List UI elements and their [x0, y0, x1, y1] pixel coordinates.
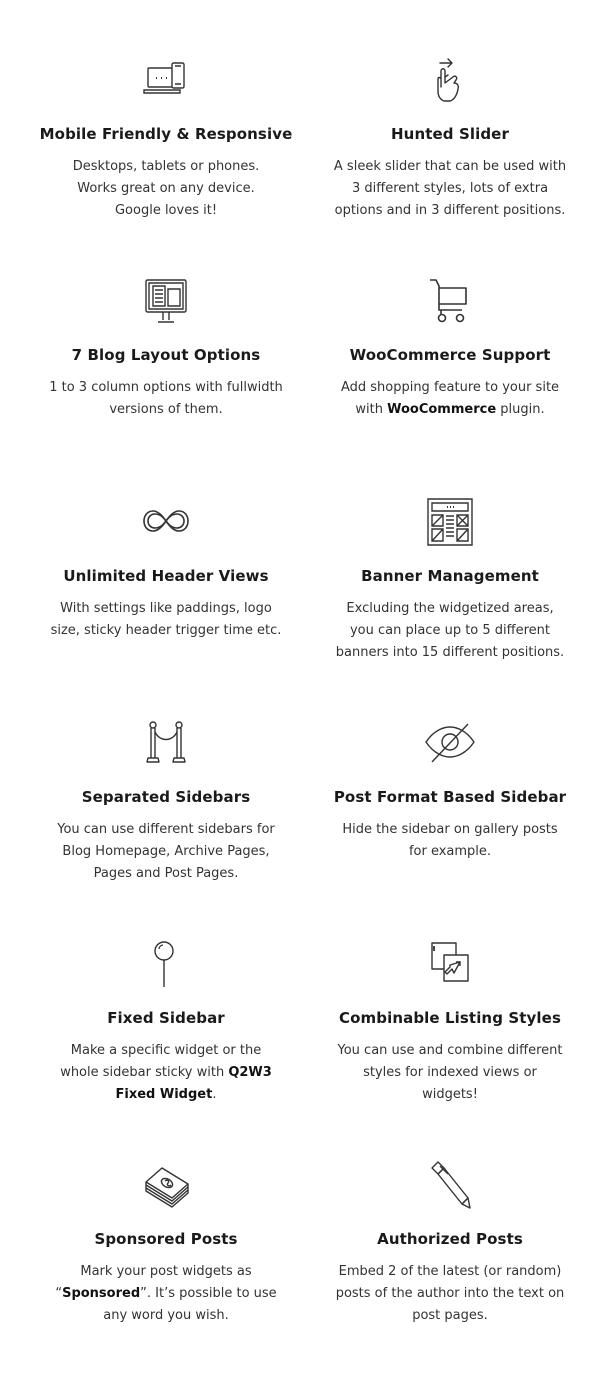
feature-title: Banner Management	[361, 567, 539, 585]
description-line	[30, 819, 302, 841]
description-line	[314, 377, 586, 399]
description-bold: WooCommerce	[387, 402, 497, 417]
feature-description	[314, 598, 586, 664]
description-line	[30, 598, 302, 620]
feature-sponsored-posts	[30, 1160, 302, 1327]
infinity-icon	[136, 497, 196, 551]
description-text: Works great on any device.	[77, 181, 255, 196]
description-line	[314, 200, 586, 222]
description-line	[314, 819, 586, 841]
feature-title: Authorized Posts	[377, 1230, 523, 1248]
description-text: ”. It’s possible to use	[140, 1286, 277, 1301]
description-text: Add shopping feature to your site	[340, 380, 560, 395]
feature-header-views	[30, 497, 302, 642]
description-text: .	[212, 1087, 217, 1102]
description-text: Hide the sidebar on gallery posts	[342, 822, 558, 837]
banner-layout-icon	[420, 497, 480, 551]
combine-windows-icon	[420, 939, 480, 993]
description-text: options and in 3 different positions.	[334, 203, 566, 218]
shopping-cart-icon	[420, 276, 480, 330]
feature-title: Hunted Slider	[391, 125, 509, 143]
description-line	[30, 200, 302, 222]
rope-barrier-icon	[136, 718, 196, 772]
description-line	[30, 156, 302, 178]
description-line	[314, 1040, 586, 1062]
description-line	[30, 1261, 302, 1283]
feature-title: WooCommerce Support	[349, 346, 551, 364]
description-line	[314, 841, 586, 863]
description-line	[30, 1040, 302, 1062]
feature-fixed-sidebar	[30, 939, 302, 1106]
feature-description	[314, 819, 586, 863]
feature-description	[314, 377, 586, 421]
description-text: you can place up to 5 different	[349, 623, 551, 638]
description-line	[30, 1283, 302, 1305]
description-text: You can use and combine different	[337, 1043, 563, 1058]
description-text: plugin.	[496, 402, 545, 417]
feature-combinable-listing	[314, 939, 586, 1106]
description-text: any word you wish.	[103, 1308, 229, 1323]
pen-icon	[420, 1160, 480, 1214]
feature-blog-layouts	[30, 276, 302, 421]
description-text: 3 different styles, lots of extra	[351, 181, 549, 196]
description-text: post pages.	[412, 1308, 488, 1323]
feature-title: Sponsored Posts	[94, 1230, 238, 1248]
description-bold: Fixed Widget	[115, 1087, 213, 1102]
feature-description	[30, 1040, 302, 1106]
feature-title: Combinable Listing Styles	[339, 1009, 561, 1027]
description-line	[30, 178, 302, 200]
feature-description	[314, 1261, 586, 1327]
feature-woocommerce	[314, 276, 586, 421]
eye-hidden-icon	[420, 718, 480, 772]
feature-description	[30, 1261, 302, 1327]
feature-description	[314, 156, 586, 222]
description-line	[30, 620, 302, 642]
description-line	[314, 1084, 586, 1106]
description-text: Pages and Post Pages.	[93, 866, 239, 881]
feature-title: Unlimited Header Views	[63, 567, 269, 585]
feature-description	[30, 156, 302, 222]
feature-description	[30, 377, 302, 421]
description-text: You can use different sidebars for	[57, 822, 275, 837]
description-line	[30, 1305, 302, 1327]
description-text: widgets!	[422, 1087, 478, 1102]
description-text: whole sidebar sticky with	[60, 1065, 229, 1080]
description-text: versions of them.	[109, 402, 223, 417]
description-line	[314, 156, 586, 178]
pin-icon	[136, 939, 196, 993]
description-line	[314, 620, 586, 642]
description-line	[30, 841, 302, 863]
description-line	[30, 863, 302, 885]
description-line	[314, 642, 586, 664]
description-text: Blog Homepage, Archive Pages,	[62, 844, 270, 859]
swipe-hand-icon	[420, 55, 480, 109]
description-line	[30, 1084, 302, 1106]
description-text: banners into 15 different positions.	[335, 645, 565, 660]
description-line	[314, 1062, 586, 1084]
feature-mobile-friendly	[30, 55, 302, 222]
description-text: for example.	[408, 844, 492, 859]
description-text: “	[55, 1286, 63, 1301]
feature-title: 7 Blog Layout Options	[71, 346, 261, 364]
description-line	[314, 1261, 586, 1283]
description-line	[30, 377, 302, 399]
description-bold: Q2W3	[228, 1065, 272, 1080]
description-text: Google loves it!	[114, 203, 218, 218]
feature-title: Mobile Friendly & Responsive	[39, 125, 293, 143]
description-line	[30, 1062, 302, 1084]
devices-icon	[136, 55, 196, 109]
description-text: size, sticky header trigger time etc.	[50, 623, 282, 638]
description-text: A sleek slider that can be used with	[333, 159, 567, 174]
description-line	[314, 178, 586, 200]
description-text: Make a specific widget or the	[70, 1043, 262, 1058]
feature-separated-sidebars	[30, 718, 302, 885]
feature-title: Separated Sidebars	[81, 788, 251, 806]
feature-post-format-sidebar	[314, 718, 586, 863]
feature-description	[30, 598, 302, 642]
description-text: posts of the author into the text on	[335, 1286, 565, 1301]
feature-authorized-posts	[314, 1160, 586, 1327]
feature-title: Post Format Based Sidebar	[333, 788, 567, 806]
description-text: With settings like paddings, logo	[60, 601, 272, 616]
feature-banner-management	[314, 497, 586, 664]
money-stack-icon	[136, 1160, 196, 1214]
description-text: Desktops, tablets or phones.	[72, 159, 260, 174]
monitor-layout-icon	[136, 276, 196, 330]
feature-hunted-slider	[314, 55, 586, 222]
description-text: styles for indexed views or	[363, 1065, 537, 1080]
description-line	[314, 1283, 586, 1305]
description-line	[30, 399, 302, 421]
description-bold: Sponsored	[62, 1286, 141, 1301]
feature-description	[30, 819, 302, 885]
description-line	[314, 399, 586, 421]
description-text: Excluding the widgetized areas,	[346, 601, 554, 616]
feature-description	[314, 1040, 586, 1106]
description-text: with	[355, 402, 388, 417]
description-text: Embed 2 of the latest (or random)	[338, 1264, 562, 1279]
description-line	[314, 598, 586, 620]
description-text: Mark your post widgets as	[80, 1264, 252, 1279]
description-text: 1 to 3 column options with fullwidth	[49, 380, 283, 395]
feature-title: Fixed Sidebar	[107, 1009, 225, 1027]
description-line	[314, 1305, 586, 1327]
